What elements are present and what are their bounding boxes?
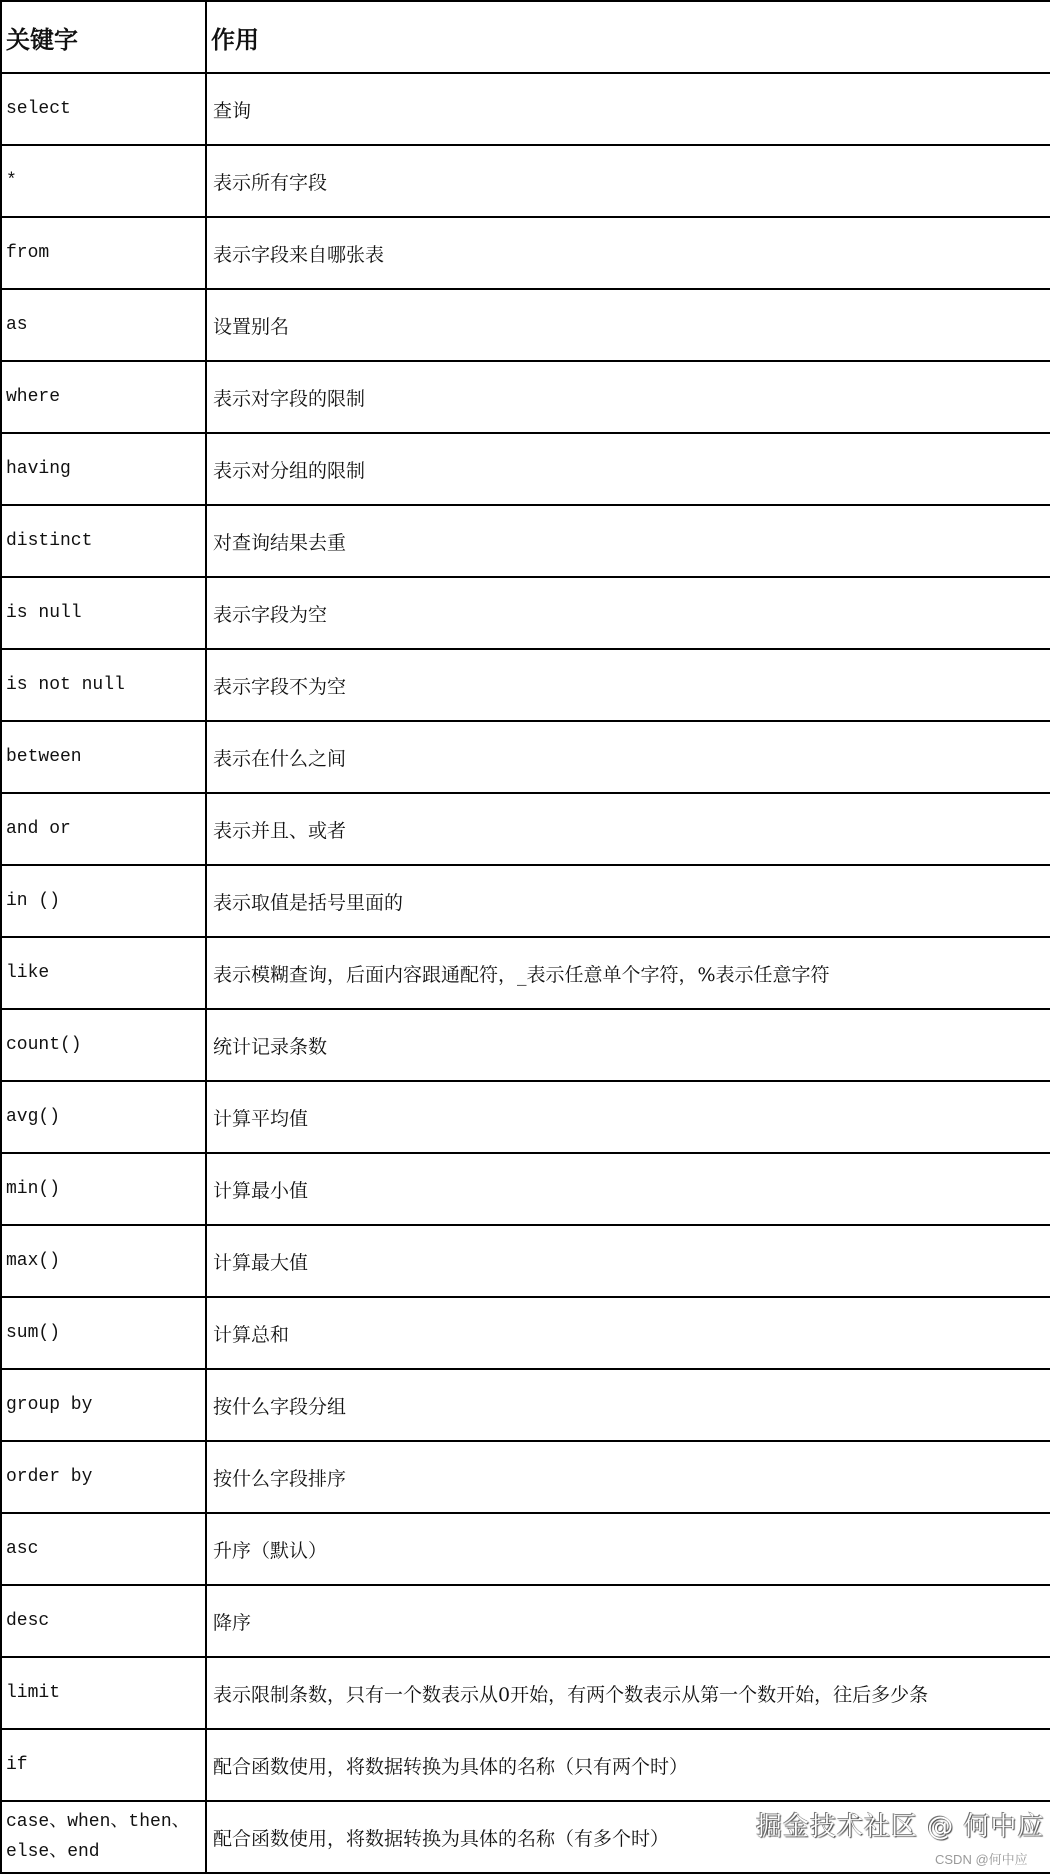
keyword-cell: case、when、then、else、end — [1, 1801, 206, 1873]
description-cell: 表示所有字段 — [206, 145, 1050, 217]
table-row — [1, 1153, 1050, 1225]
keyword-cell: like — [1, 937, 206, 1009]
description-cell: 统计记录条数 — [206, 1009, 1050, 1081]
description-cell: 设置别名 — [206, 289, 1050, 361]
table-row — [1, 937, 1050, 1009]
table-row — [1, 505, 1050, 577]
juejin-watermark: 掘金技术社区 @ 何中应 — [756, 1812, 1045, 1842]
header-keyword: 关键字 — [1, 1, 206, 73]
description-cell: 配合函数使用，将数据转换为具体的名称（有多个时） — [206, 1801, 1050, 1873]
table-row — [1, 1369, 1050, 1441]
description-cell: 计算最大值 — [206, 1225, 1050, 1297]
keyword-cell: min() — [1, 1153, 206, 1225]
description-cell: 按什么字段分组 — [206, 1369, 1050, 1441]
table-row — [1, 721, 1050, 793]
table-row — [1, 577, 1050, 649]
description-cell: 表示并且、或者 — [206, 793, 1050, 865]
table-row — [1, 1081, 1050, 1153]
table-row — [1, 145, 1050, 217]
keyword-cell: if — [1, 1729, 206, 1801]
table-row — [1, 793, 1050, 865]
keyword-cell: * — [1, 145, 206, 217]
keyword-cell: distinct — [1, 505, 206, 577]
description-cell: 计算平均值 — [206, 1081, 1050, 1153]
table-row — [1, 1513, 1050, 1585]
table-row — [1, 1225, 1050, 1297]
description-cell: 表示对字段的限制 — [206, 361, 1050, 433]
table-row — [1, 649, 1050, 721]
keyword-cell: limit — [1, 1657, 206, 1729]
table-row — [1, 1585, 1050, 1657]
keyword-cell: select — [1, 73, 206, 145]
description-cell: 表示对分组的限制 — [206, 433, 1050, 505]
keyword-cell: is null — [1, 577, 206, 649]
description-cell: 配合函数使用，将数据转换为具体的名称（只有两个时） — [206, 1729, 1050, 1801]
keyword-cell: desc — [1, 1585, 206, 1657]
table-header-row — [1, 1, 1050, 73]
description-cell: 表示字段为空 — [206, 577, 1050, 649]
table-row — [1, 73, 1050, 145]
keyword-cell: from — [1, 217, 206, 289]
table-row — [1, 289, 1050, 361]
keyword-cell: count() — [1, 1009, 206, 1081]
keyword-cell: order by — [1, 1441, 206, 1513]
keyword-cell: asc — [1, 1513, 206, 1585]
table-row — [1, 433, 1050, 505]
table-row — [1, 1297, 1050, 1369]
table-row — [1, 217, 1050, 289]
description-cell: 查询 — [206, 73, 1050, 145]
description-cell: 计算总和 — [206, 1297, 1050, 1369]
description-cell: 计算最小值 — [206, 1153, 1050, 1225]
header-purpose: 作用 — [206, 1, 1050, 73]
table-row — [1, 1657, 1050, 1729]
description-cell: 升序（默认） — [206, 1513, 1050, 1585]
keyword-cell: max() — [1, 1225, 206, 1297]
description-cell: 表示字段来自哪张表 — [206, 217, 1050, 289]
description-cell: 对查询结果去重 — [206, 505, 1050, 577]
table-row — [1, 1441, 1050, 1513]
keyword-cell: where — [1, 361, 206, 433]
description-cell: 表示模糊查询，后面内容跟通配符，_表示任意单个字符，%表示任意字符 — [206, 937, 1050, 1009]
keyword-cell: as — [1, 289, 206, 361]
description-cell: 表示字段不为空 — [206, 649, 1050, 721]
keyword-cell: between — [1, 721, 206, 793]
table-row — [1, 865, 1050, 937]
keyword-cell: avg() — [1, 1081, 206, 1153]
description-cell: 表示取值是括号里面的 — [206, 865, 1050, 937]
description-cell: 表示在什么之间 — [206, 721, 1050, 793]
keyword-cell: and or — [1, 793, 206, 865]
keyword-cell: group by — [1, 1369, 206, 1441]
csdn-watermark: CSDN @何中应 — [935, 1852, 1028, 1867]
keyword-cell: having — [1, 433, 206, 505]
table-row — [1, 1009, 1050, 1081]
keyword-cell: in () — [1, 865, 206, 937]
description-cell: 表示限制条数，只有一个数表示从0开始，有两个数表示从第一个数开始，往后多少条 — [206, 1657, 1050, 1729]
description-cell: 降序 — [206, 1585, 1050, 1657]
keyword-cell: sum() — [1, 1297, 206, 1369]
table-row — [1, 361, 1050, 433]
keyword-cell: is not null — [1, 649, 206, 721]
description-cell: 按什么字段排序 — [206, 1441, 1050, 1513]
table-row — [1, 1729, 1050, 1801]
